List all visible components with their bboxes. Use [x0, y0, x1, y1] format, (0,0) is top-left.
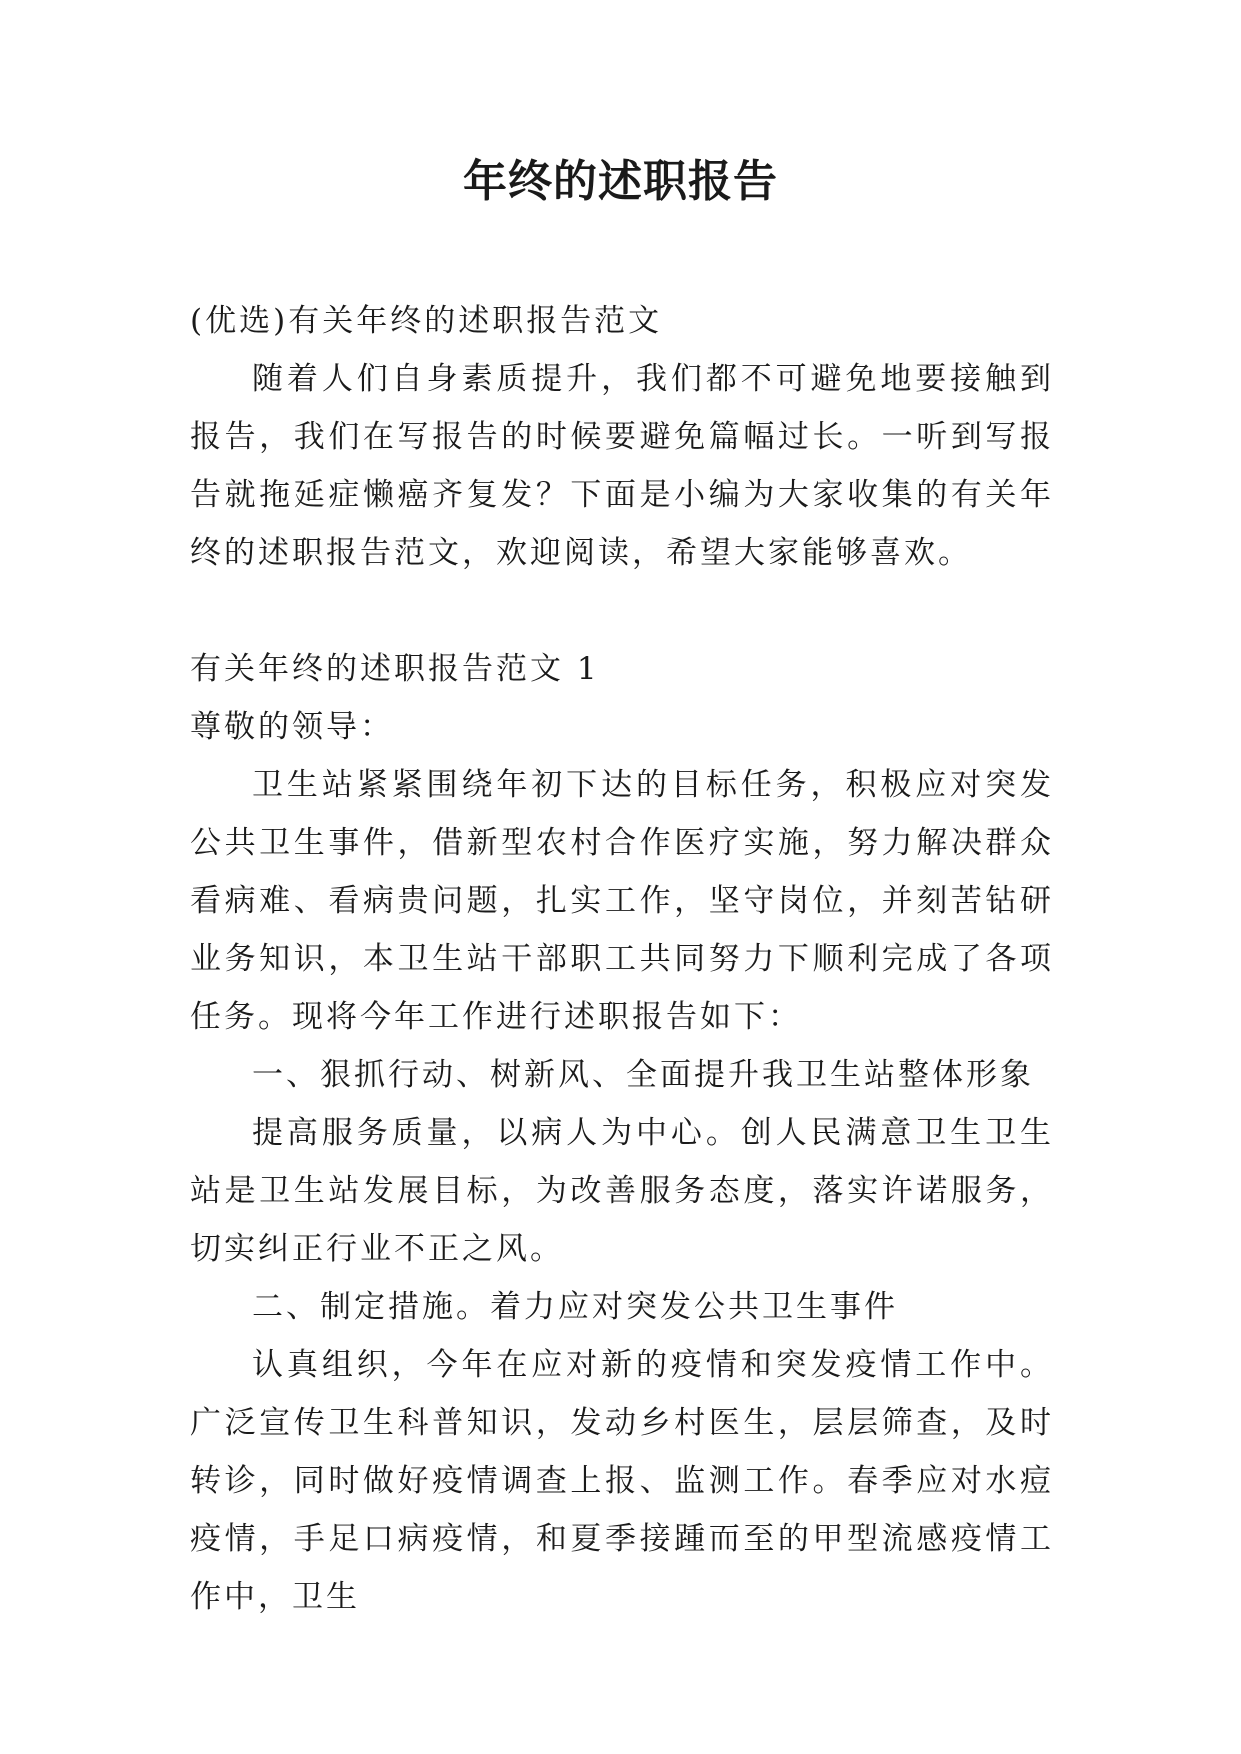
section-heading: 有关年终的述职报告范文 1 — [190, 651, 600, 687]
body-paragraph: 卫生站紧紧围绕年初下达的目标任务，积极应对突发公共卫生事件，借新型农村合作医疗实施，努力解决群众看病难、看病贵问题，扎实工作，坚守岗位，并刻苦钻研业务知识，本卫生站干部职工共同努力下顺利完成了各项任务。现将今年工作进行述职报告如下： — [190, 767, 1054, 1035]
subheading-two: 二、制定措施。着力应对突发公共卫生事件 — [252, 1289, 898, 1325]
document-title: 年终的述职报告 — [463, 156, 778, 207]
document-body — [190, 292, 1054, 1626]
body-paragraph: 提高服务质量，以病人为中心。创人民满意卫生卫生站是卫生站发展目标，为改善服务态度，落实许诺服务，切实纠正行业不正之风。 — [190, 1115, 1054, 1267]
intro-paragraph: 随着人们自身素质提升，我们都不可避免地要接触到报告，我们在写报告的时候要避免篇幅过长。一听到写报告就拖延症懒癌齐复发？下面是小编为大家收集的有关年终的述职报告范文，欢迎阅读，希望大家能够喜欢。 — [190, 361, 1054, 571]
body-paragraph: 认真组织，今年在应对新的疫情和突发疫情工作中。广泛宣传卫生科普知识，发动乡村医生，层层筛查，及时转诊，同时做好疫情调查上报、监测工作。春季应对水痘疫情，手足口病疫情，和夏季接踵而至的甲型流感疫情工作中，卫生 — [190, 1347, 1054, 1615]
subheading-one: 一、狠抓行动、树新风、全面提升我卫生站整体形象 — [252, 1057, 1034, 1093]
subtitle-paragraph: (优选)有关年终的述职报告范文 — [190, 303, 663, 339]
salutation: 尊敬的领导： — [190, 709, 394, 745]
